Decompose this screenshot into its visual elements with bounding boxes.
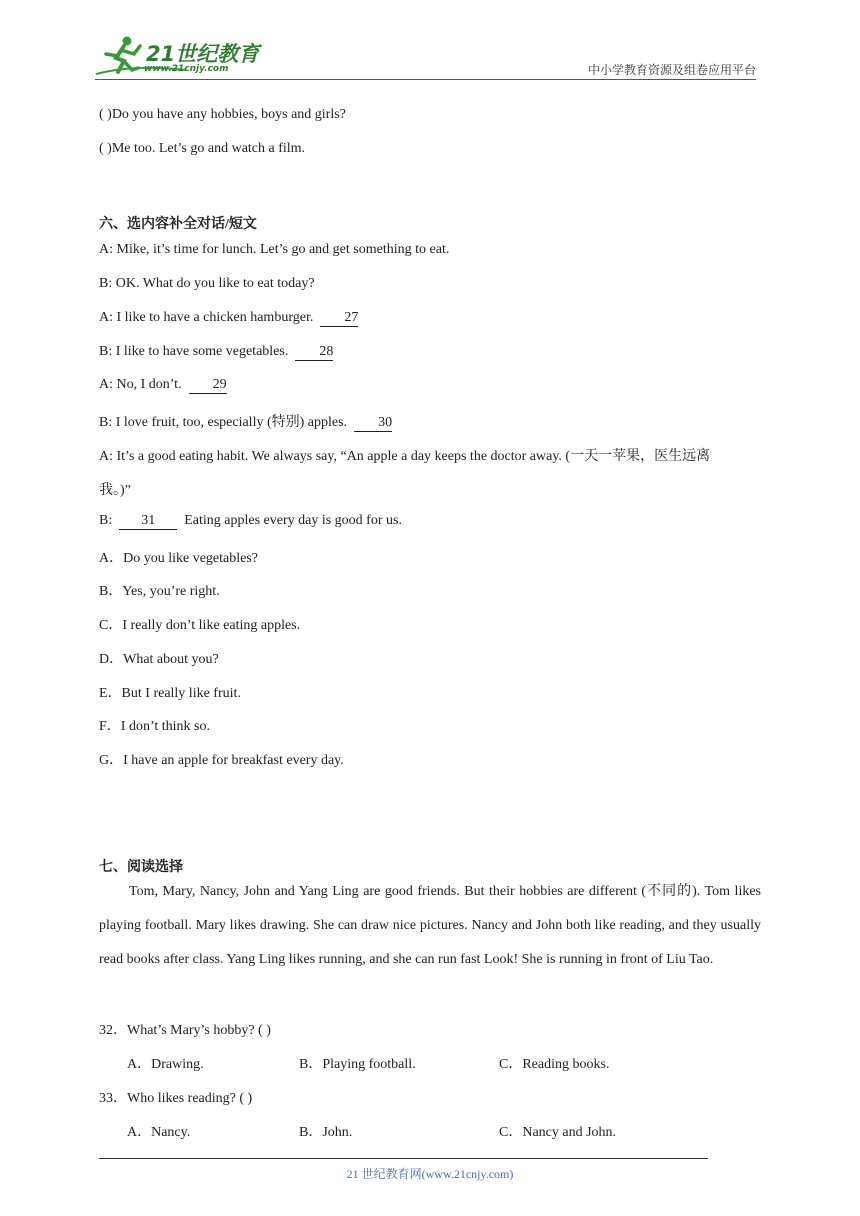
dialogue-line: A: I like to have a chicken hamburger. 27	[99, 310, 359, 325]
dialogue-line: A: No, I don’t. 29	[99, 377, 227, 392]
choice-option: C．I really don’t like eating apples.	[99, 618, 301, 633]
dialogue-line: 我。)”	[99, 483, 131, 498]
section-title: 七、阅读选择	[99, 860, 183, 875]
site-logo	[94, 34, 264, 80]
header-platform-text: 中小学教育资源及组卷应用平台	[587, 63, 756, 77]
section-title: 六、选内容补全对话/短文	[99, 217, 257, 232]
header-divider	[95, 79, 756, 80]
question-stem: 33．Who likes reading? ( )	[99, 1091, 253, 1106]
dialogue-line: B: I love fruit, too, especially (特别) apples. 30	[99, 415, 393, 430]
answer-blank: 29	[189, 377, 227, 394]
passage-text: Tom, Mary, Nancy, John and Yang Ling are good friends. But their hobbies are different (不同的). Tom likes playing football. Mary likes drawing. She can draw nice pictures. Nancy and John both like reading, and they usually read books after class. Yang Ling likes running, and she can run fast Look! She is running in front of Liu Tao.	[99, 884, 761, 967]
choice-option: B．Yes, you’re right.	[99, 584, 220, 599]
dialogue-line: A: It’s a good eating habit. We always say, “An apple a day keeps the doctor away. (一天一苹果，医生远离	[99, 449, 711, 464]
answer-blank: 27	[320, 310, 358, 327]
choice-option: A．Do you like vegetables?	[99, 551, 259, 566]
answer-option: B．John.	[299, 1125, 353, 1140]
footer-text: 21 世纪教育网(www.21cnjy.com)	[346, 1167, 514, 1181]
footer-divider	[99, 1158, 708, 1159]
dialogue-line: B: I like to have some vegetables. 28	[99, 344, 334, 359]
answer-option: C．Reading books.	[499, 1057, 610, 1072]
answer-blank: 28	[295, 344, 333, 361]
choice-option: G．I have an apple for breakfast every day.	[99, 753, 344, 768]
question-stem: 32．What’s Mary’s hobby? ( )	[99, 1023, 271, 1038]
answer-blank: 30	[354, 415, 392, 432]
question-line: ( )Do you have any hobbies, boys and girls?	[99, 107, 346, 122]
answer-blank: 31	[119, 513, 177, 530]
choice-option: F．I don’t think so.	[99, 719, 210, 734]
choice-option: E．But I really like fruit.	[99, 686, 241, 701]
dialogue-line: B: 31 Eating apples every day is good for us.	[99, 513, 402, 528]
answer-option: B．Playing football.	[299, 1057, 416, 1072]
answer-option: C．Nancy and John.	[499, 1125, 617, 1140]
logo-url: www.21cnjy.com	[144, 64, 229, 74]
answer-option: A．Drawing.	[127, 1057, 204, 1072]
reading-passage	[99, 875, 761, 977]
choice-option: D．What about you?	[99, 652, 219, 667]
dialogue-line: A: Mike, it’s time for lunch. Let’s go and get something to eat.	[99, 242, 450, 257]
question-line: ( )Me too. Let’s go and watch a film.	[99, 141, 306, 156]
logo-text: 21世纪教育	[146, 42, 260, 66]
answer-option: A．Nancy.	[127, 1125, 191, 1140]
dialogue-line: B: OK. What do you like to eat today?	[99, 276, 315, 291]
